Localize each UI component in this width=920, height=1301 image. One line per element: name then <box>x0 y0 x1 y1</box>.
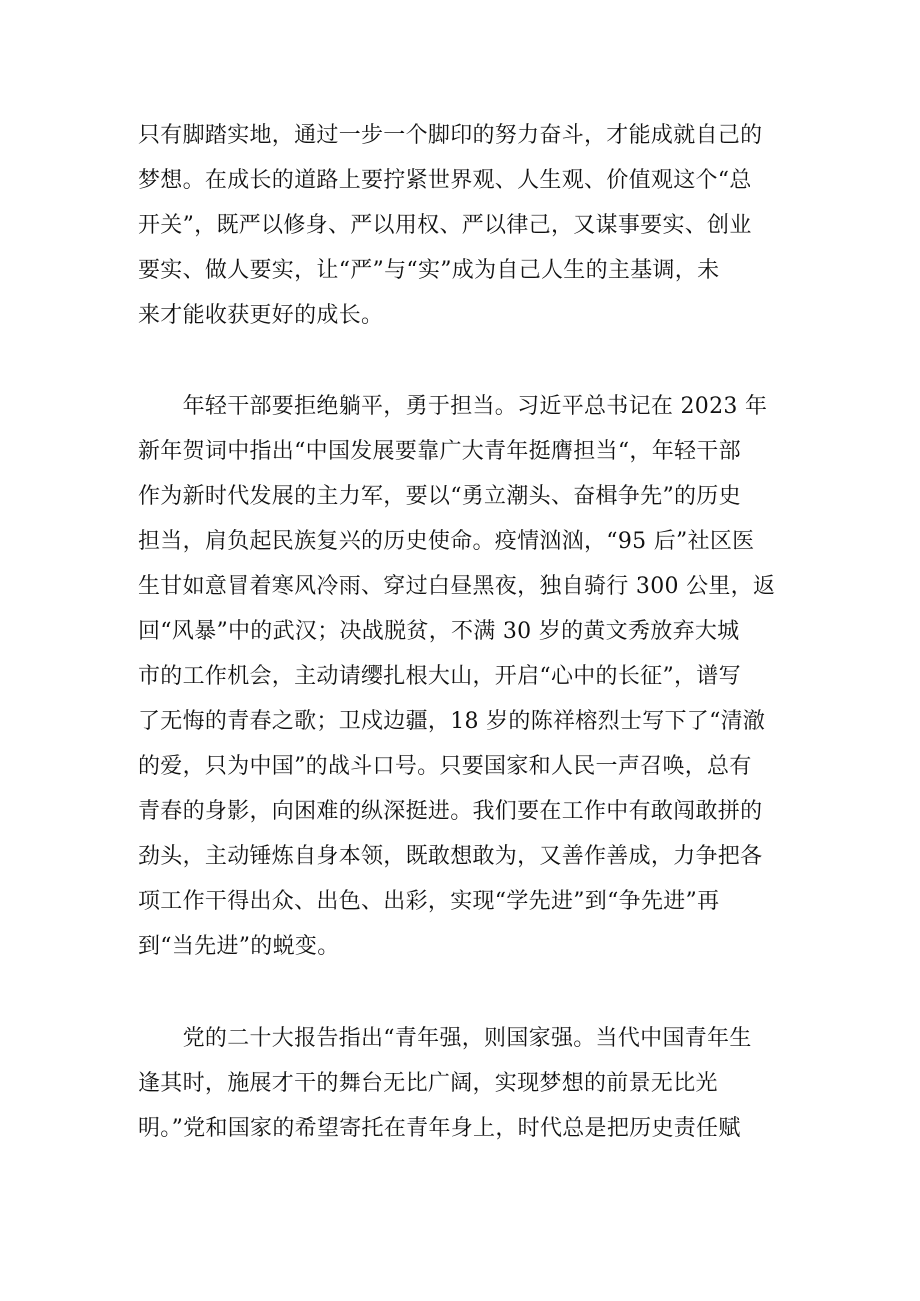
paragraph-line: 逢其时，施展才干的舞台无比广阔，实现梦想的前景无比光 <box>138 1071 718 1096</box>
paragraph-line: 到“当先进”的蜕变。 <box>138 934 340 959</box>
paragraph-line: 党的二十大报告指出“青年强，则国家强。当代中国青年生 <box>138 1026 752 1051</box>
paragraph <box>138 1016 788 1151</box>
paragraph-line: 回“风暴”中的武汉；决战脱贫，不满 30 岁的黄文秀放弃大城 <box>138 619 740 644</box>
paragraph <box>138 113 788 338</box>
paragraph <box>138 384 788 969</box>
paragraph-line: 只有脚踏实地，通过一步一个脚印的努力奋斗，才能成就自己的 <box>138 123 763 148</box>
paragraph-line: 来才能收获更好的成长。 <box>138 303 384 328</box>
paragraph-line: 新年贺词中指出“中国发展要靠广大青年挺膺担当“，年轻干部 <box>138 439 741 464</box>
paragraph-line: 劲头，主动锤炼自身本领，既敢想敢为，又善作善成，力争把各 <box>138 844 763 869</box>
paragraph-line: 开关”，既严以修身、严以用权、严以律己，又谋事要实、创业 <box>138 213 752 238</box>
paragraph-line: 梦想。在成长的道路上要拧紧世界观、人生观、价值观这个“总 <box>138 168 752 193</box>
paragraph-line: 了无悔的青春之歌；卫戍边疆，18 岁的陈祥榕烈士写下了“清澈 <box>138 709 766 734</box>
paragraph-line: 担当，肩负起民族复兴的历史使命。疫情汹汹，“95 后”社区医 <box>138 529 755 554</box>
paragraph-line: 的爱，只为中国”的战斗口号。只要国家和人民一声召唤，总有 <box>138 754 752 779</box>
paragraph-line: 青春的身影，向困难的纵深挺进。我们要在工作中有敢闯敢拼的 <box>138 799 763 824</box>
paragraph-line: 生甘如意冒着寒风冷雨、穿过白昼黑夜，独自骑行 300 公里，返 <box>138 574 776 599</box>
paragraph-line: 要实、做人要实，让“严”与“实”成为自己人生的主基调，未 <box>138 258 720 283</box>
paragraph-line: 市的工作机会，主动请缨扎根大山，开启“心中的长征”，谱写 <box>138 664 741 689</box>
paragraph-line: 项工作干得出众、出色、出彩，实现“学先进”到“争先进”再 <box>138 889 720 914</box>
paragraph-line: 作为新时代发展的主力军，要以“勇立潮头、奋楫争先”的历史 <box>138 484 741 509</box>
paragraph-line: 年轻干部要拒绝躺平，勇于担当。习近平总书记在 2023 年 <box>138 394 768 419</box>
paragraph-line: 明。”党和国家的希望寄托在青年身上，时代总是把历史责任赋 <box>138 1116 741 1141</box>
